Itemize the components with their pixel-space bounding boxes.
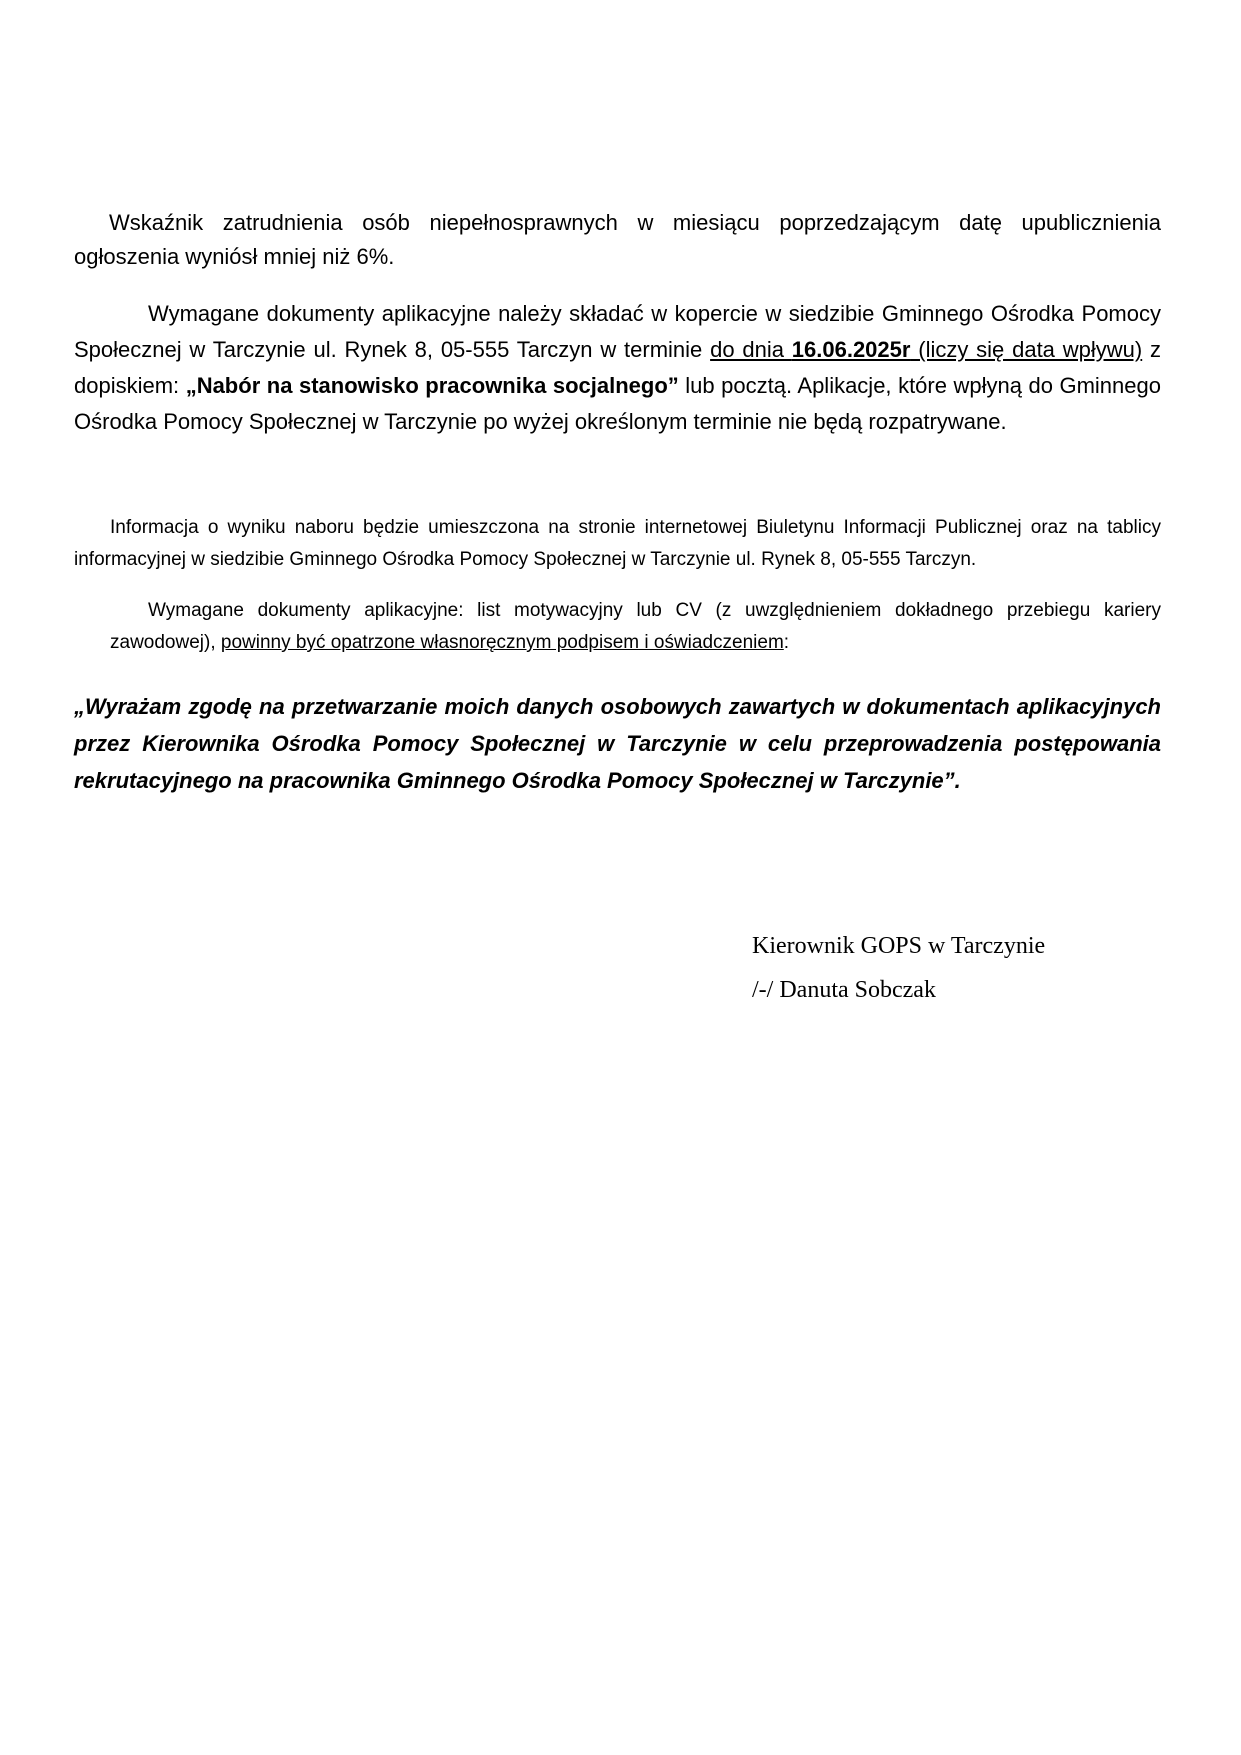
- deadline-date: 16.06.2025r: [791, 337, 911, 362]
- submission-text-part-3: lub pocztą. Aplikacje, które wpłyną do Gminnego Ośrodka Pomocy Społecznej w Tarczynie po wyżej określonym terminie nie będą rozpatrywane.: [74, 373, 1161, 434]
- required-documents-text-part-1: Wymagane dokumenty aplikacyjne: list motywacyjny lub CV (z uwzględnieniem dokładnego przebiegu kariery zawodowej),: [110, 600, 1161, 653]
- signature-requirement-underlined: powinny być opatrzone własnoręcznym podpisem i oświadczeniem: [220, 632, 784, 653]
- consent-statement-text: „Wyrażam zgodę na przetwarzanie moich danych osobowych zawartych w dokumentach aplikacyjnych przez Kierownika Ośrodka Pomocy Społecznej w Tarczynie w celu przeprowadzenia postępowania rekrutacyjnego na pracownika Gminnego Ośrodka Pomocy Społecznej w Tarczynie”.: [74, 694, 1161, 793]
- employment-rate-paragraph: [74, 206, 1161, 274]
- signature-name: /-/ Danuta Sobczak: [752, 977, 936, 1003]
- recruitment-result-text: Informacja o wyniku naboru będzie umieszczona na stronie internetowej Biuletynu Informacji Publicznej oraz na tablicy informacyjnej w siedzibie Gminnego Ośrodka Pomocy Społecznej w Tarczynie ul. Rynek 8, 05-555 Tarczyn.: [74, 517, 1161, 570]
- employment-rate-text: Wskaźnik zatrudnienia osób niepełnosprawnych w miesiącu poprzedzającym datę upublicznienia ogłoszenia wyniósł mniej niż 6%.: [74, 210, 1161, 269]
- envelope-annotation: „Nabór na stanowisko pracownika socjalnego”: [185, 373, 679, 398]
- recruitment-result-paragraph: [74, 512, 1161, 576]
- deadline-suffix: (liczy się data wpływu): [910, 337, 1143, 362]
- submission-text-part-1: Wymagane dokumenty aplikacyjne należy składać w kopercie w siedzibie Gminnego Ośrodka Pomocy Społecznej w Tarczynie ul. Rynek 8, 05-555 Tarczyn w terminie: [74, 301, 1161, 362]
- application-submission-paragraph: [74, 296, 1161, 440]
- required-documents-paragraph: [110, 595, 1161, 659]
- required-documents-text-part-2: :: [783, 632, 790, 653]
- signature-title: Kierownik GOPS w Tarczynie: [752, 933, 1046, 959]
- deadline-underlined: [710, 337, 1142, 362]
- consent-statement: [74, 688, 1161, 799]
- submission-text-part-2: z dopiskiem:: [74, 337, 1161, 398]
- deadline-prefix: do dnia: [710, 337, 792, 362]
